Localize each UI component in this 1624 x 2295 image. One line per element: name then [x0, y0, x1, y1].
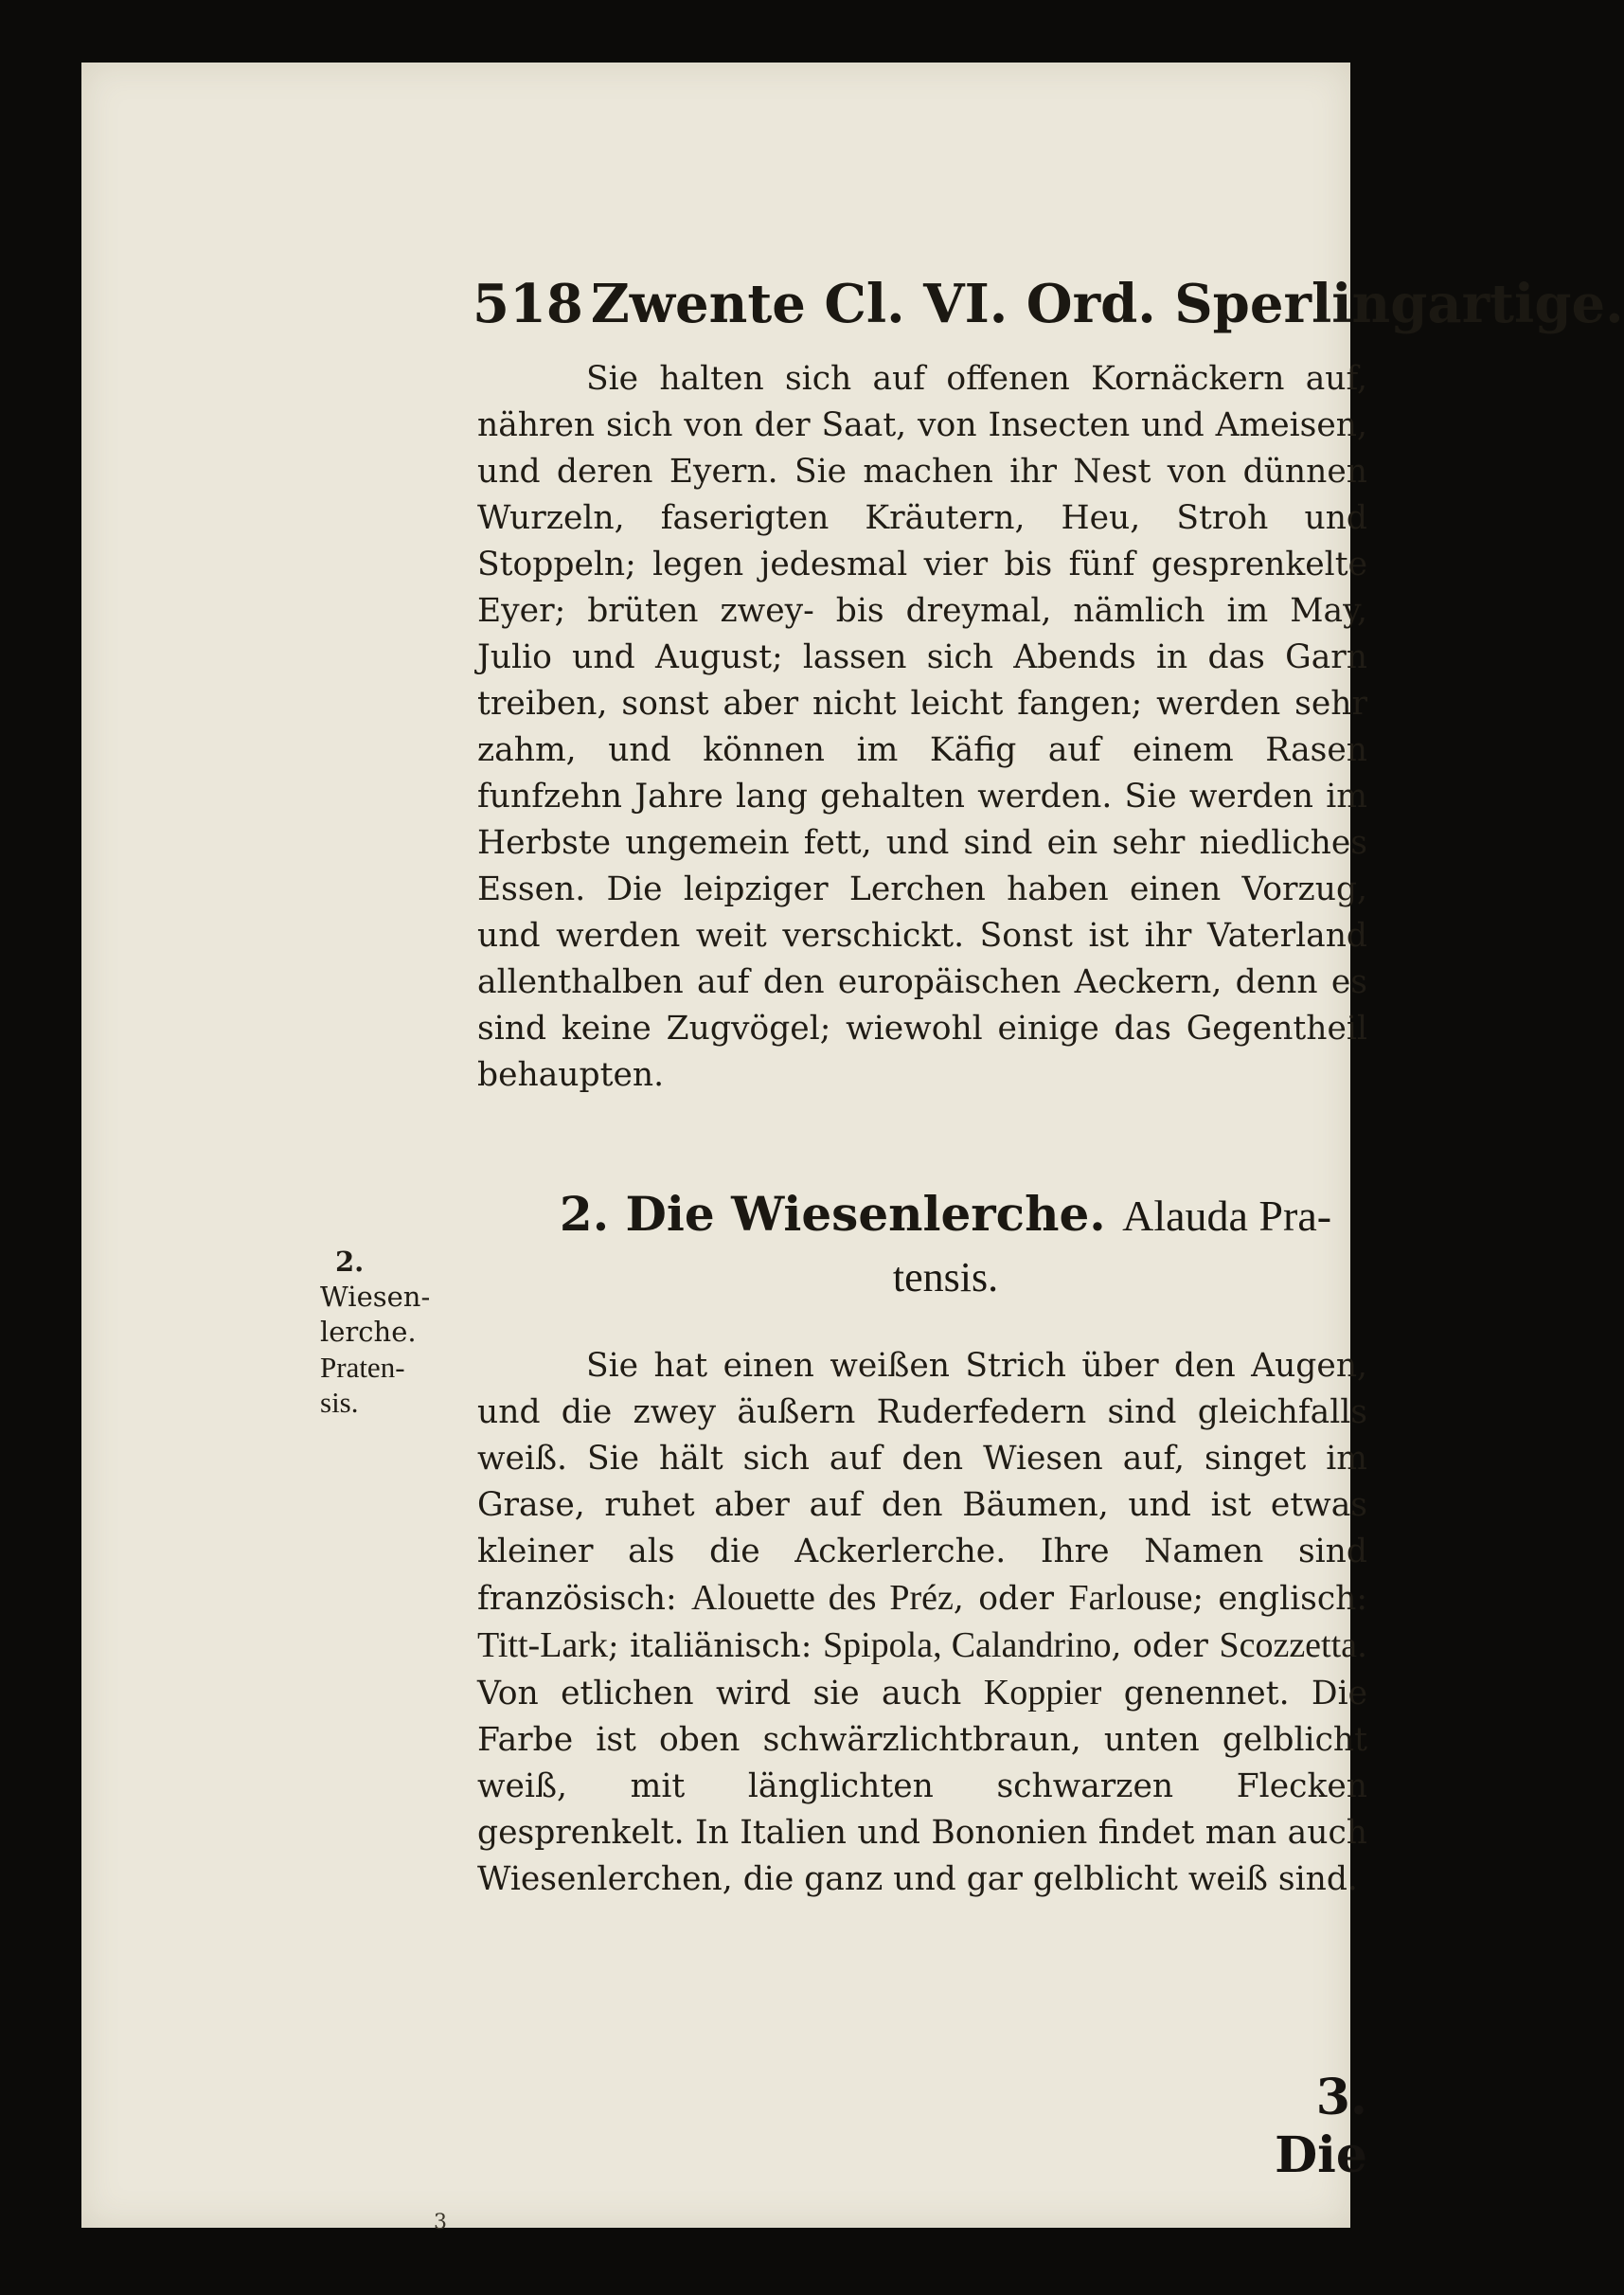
- section-heading: [522, 1182, 1369, 1307]
- paragraph-2: [477, 1343, 1367, 1903]
- bottom-mark: 3: [434, 2211, 447, 2234]
- p2-latin-5: Scozzetta: [1219, 1625, 1358, 1665]
- p2-text-2: , oder: [953, 1580, 1055, 1618]
- p2-latin-1: Alouette des Préz: [691, 1578, 954, 1618]
- margin-note-latin-a: Praten-: [320, 1351, 405, 1384]
- section-title: Die Wiesenlerche.: [625, 1186, 1106, 1242]
- section-number: 2.: [559, 1186, 610, 1242]
- p2-latin-4: Spipola, Calandrino: [822, 1625, 1112, 1665]
- section-latin-name-b: tensis.: [892, 1254, 999, 1300]
- running-head-title: Zwente Cl. VI. Ord. Sperlingartige.: [590, 273, 1624, 335]
- bleed-through-shadow: [394, 176, 1246, 271]
- p2-latin-3: Titt-Lark: [477, 1625, 608, 1665]
- p2-text-4: ; italiänisch:: [607, 1627, 812, 1665]
- margin-note-number: 2.: [335, 1246, 365, 1278]
- p2-text-7: genennet. Die Farbe ist oben schwärzlichtbraun, unten gelblicht weiß, mit länglichten schwarzen Flecken gesprenkelt. In Italien und Bononien findet man auch Wiesenlerchen, die ganz und gar gelblicht weiß sind.: [477, 1675, 1368, 1898]
- section-latin-name-a: Alauda Pra-: [1122, 1192, 1332, 1240]
- margin-note-latin-b: sis.: [320, 1386, 359, 1419]
- margin-note-word-a: Wiesen-: [320, 1281, 431, 1313]
- p2-latin-2: Farlouse: [1068, 1578, 1193, 1618]
- catchword: 3. Die: [1275, 2069, 1367, 2184]
- book-page: [81, 63, 1624, 2234]
- p2-text-1: Sie hat einen weißen Strich über den Augen, und die zwey äußern Ruderfedern sind gleichfalls weiß. Sie hält sich auf den Wiesen auf, singet im Grase, ruhet aber auf den Bäumen, und ist etwas kleiner als die Ackerlerche. Ihre Namen sind französisch:: [477, 1347, 1367, 1618]
- p2-latin-6: Koppier: [983, 1673, 1102, 1712]
- margin-note: [320, 1245, 453, 1420]
- margin-note-word-b: lerche.: [320, 1316, 417, 1348]
- paragraph-1: Sie halten sich auf offenen Kornäckern auf, nähren sich von der Saat, von Insecten und Ameisen, und deren Eyern. Sie machen ihr Nest von dünnen Wurzeln, faserigten Kräutern, Heu, Stroh und Stoppeln; legen jedesmal vier bis fünf gesprenkelte Eyer; brüten zwey- bis dreymal, nämlich im May, Julio und August; lassen sich Abends in das Garn treiben, sonst aber nicht leicht fangen; werden sehr zahm, und können im Käfig auf einem Rasen funfzehn Jahre lang gehalten werden. Sie werden im Herbste ungemein fett, und sind ein sehr niedliches Essen. Die leipziger Lerchen haben einen Vorzug, und werden weit verschickt. Sonst ist ihr Vaterland allenthalben auf den europäischen Aeckern, denn es sind keine Zugvögel; wiewohl einige das Gegentheil behaupten.: [477, 360, 1367, 1094]
- p2-text-5: , oder: [1111, 1627, 1208, 1665]
- running-header: [473, 273, 1624, 349]
- page-number: 518: [473, 273, 583, 335]
- p2-text-3: ; englisch:: [1192, 1580, 1368, 1618]
- p2-text-6: . Von etlichen wird sie auch: [477, 1627, 1368, 1712]
